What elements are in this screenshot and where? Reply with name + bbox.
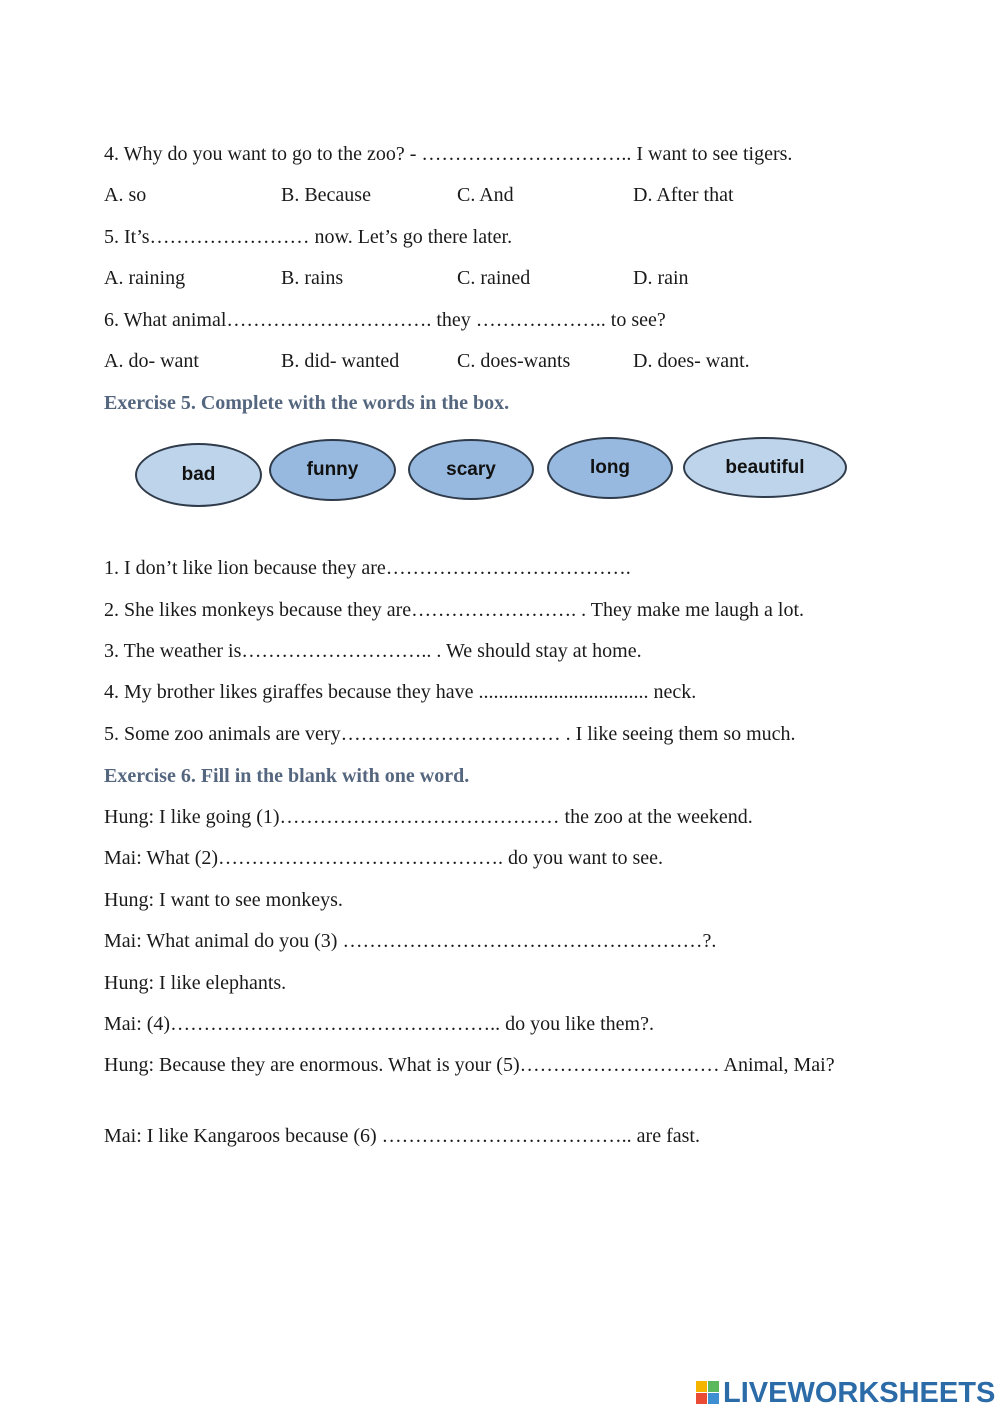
dialogue-line-8: Mai: I like Kangaroos because (6) ……………………………….. are fast. [104,1125,700,1147]
logo-text: LIVEWORKSHEETS [723,1376,996,1409]
q6-option-c[interactable]: C. does-wants [457,350,571,372]
dialogue-line-7: Hung: Because they are enormous. What is your (5)………………………… Animal, Mai? [104,1054,835,1076]
word-bubble-beautiful: beautiful [683,437,847,498]
exercise-6-heading: Exercise 6. Fill in the blank with one word. [104,765,470,787]
ex5-sentence-4: 4. My brother likes giraffes because they have .................................. neck. [104,681,697,703]
word-bubble-scary: scary [408,439,534,500]
question-4: 4. Why do you want to go to the zoo? - ………………………….. I want to see tigers. [104,143,793,165]
dialogue-line-4: Mai: What animal do you (3) ………………………………………………?. [104,930,717,952]
question-5: 5. It’s…………………… now. Let’s go there later. [104,226,513,248]
word-bubble-bad: bad [135,443,262,507]
q4-option-c[interactable]: C. And [457,184,514,206]
word-bubble-long: long [547,437,673,499]
q5-option-b[interactable]: B. rains [281,267,344,289]
dialogue-line-3: Hung: I want to see monkeys. [104,889,343,911]
ex5-sentence-2: 2. She likes monkeys because they are……………………. . They make me laugh a lot. [104,599,805,621]
ex5-sentence-5: 5. Some zoo animals are very…………………………… . I like seeing them so much. [104,723,796,745]
q4-option-a[interactable]: A. so [104,184,147,206]
q5-option-d[interactable]: D. rain [633,267,689,289]
q6-option-a[interactable]: A. do- want [104,350,199,372]
q4-option-b[interactable]: B. Because [281,184,371,206]
dialogue-line-5: Hung: I like elephants. [104,972,287,994]
ex5-sentence-1: 1. I don’t like lion because they are………………………………. [104,557,631,579]
ex5-sentence-3: 3. The weather is……………………….. . We should stay at home. [104,640,642,662]
q6-option-b[interactable]: B. did- wanted [281,350,400,372]
question-6: 6. What animal…………………………. they ……………….. to see? [104,309,666,331]
dialogue-line-1: Hung: I like going (1)…………………………………… the zoo at the weekend. [104,806,753,828]
exercise-5-heading: Exercise 5. Complete with the words in the box. [104,392,510,414]
liveworksheets-logo [696,1376,995,1410]
q6-option-d[interactable]: D. does- want. [633,350,750,372]
q5-option-a[interactable]: A. raining [104,267,186,289]
word-bubble-funny: funny [269,439,396,501]
q4-option-d[interactable]: D. After that [633,184,734,206]
q5-option-c[interactable]: C. rained [457,267,531,289]
logo-blocks-icon [696,1381,720,1405]
dialogue-line-6: Mai: (4)………………………………………….. do you like them?. [104,1013,654,1035]
dialogue-line-2: Mai: What (2)……………………………………. do you want to see. [104,847,664,869]
